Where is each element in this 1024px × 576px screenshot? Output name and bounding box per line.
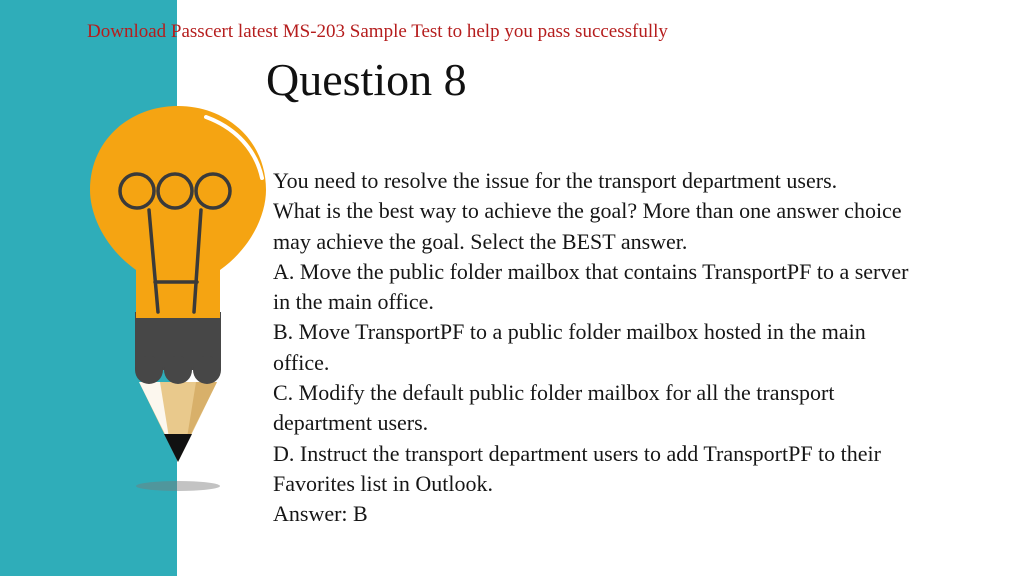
question-title: Question 8 [266, 54, 467, 105]
answer-option-c-cont: department users. [273, 410, 429, 436]
answer-option-a: A. Move the public folder mailbox that contains TransportPF to a server [273, 258, 909, 284]
answer-option-a-cont: in the main office. [273, 289, 434, 315]
download-banner: Download Passcert latest MS-203 Sample Test to help you pass successfully [87, 21, 668, 42]
answer-option-b-cont: office. [273, 349, 330, 375]
question-prompt-line: may achieve the goal. Select the BEST answer. [273, 228, 688, 254]
answer-option-b: B. Move TransportPF to a public folder mailbox hosted in the main [273, 319, 866, 345]
question-prompt-line: You need to resolve the issue for the transport department users. [273, 168, 838, 193]
question-body [273, 166, 1013, 530]
answer-option-d-cont: Favorites list in Outlook. [273, 470, 493, 496]
answer-option-c: C. Modify the default public folder mailbox for all the transport [273, 380, 835, 406]
lightbulb-pencil-icon [60, 100, 300, 500]
answer-option-d: D. Instruct the transport department users to add TransportPF to their [273, 440, 881, 466]
correct-answer: Answer: B [273, 501, 368, 527]
question-prompt-line: What is the best way to achieve the goal? More than one answer choice [273, 198, 902, 224]
